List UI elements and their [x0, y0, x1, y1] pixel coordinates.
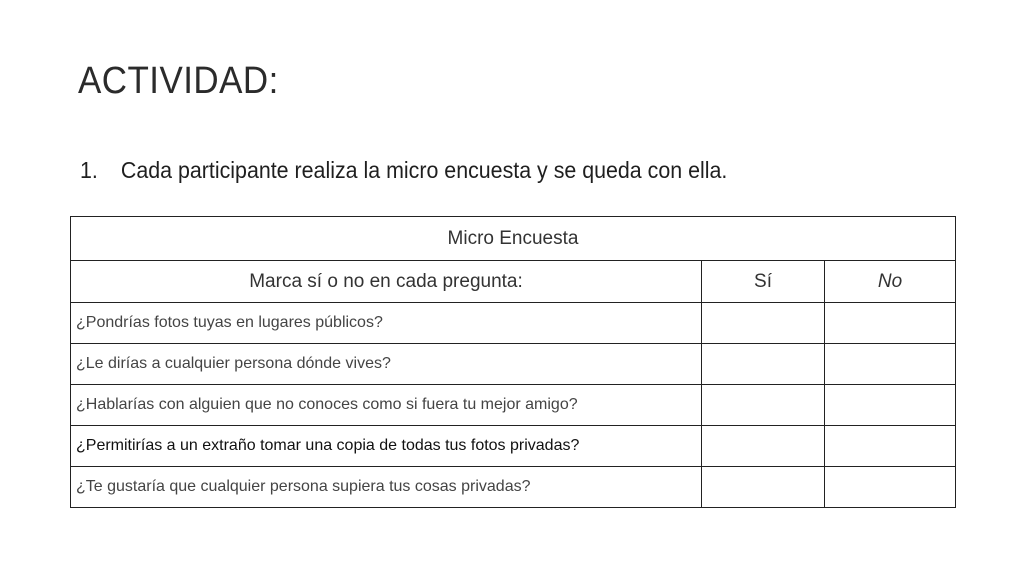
- question-text: ¿Pondrías fotos tuyas en lugares públicos?: [71, 303, 702, 344]
- survey-header-row: [71, 261, 956, 303]
- yes-answer-cell[interactable]: [702, 426, 825, 467]
- yes-column-header: Sí: [702, 261, 825, 303]
- question-text: ¿Le dirías a cualquier persona dónde vives?: [71, 344, 702, 385]
- yes-answer-cell[interactable]: [702, 344, 825, 385]
- question-text: ¿Hablarías con alguien que no conoces como si fuera tu mejor amigo?: [71, 385, 702, 426]
- survey-prompt: Marca sí o no en cada pregunta:: [71, 261, 702, 303]
- yes-answer-cell[interactable]: [702, 303, 825, 344]
- no-column-header: No: [825, 261, 956, 303]
- instruction-number: 1.: [80, 157, 98, 183]
- question-row: [71, 426, 956, 467]
- question-text: ¿Permitirías a un extraño tomar una copia de todas tus fotos privadas?: [71, 426, 702, 467]
- survey-table: [70, 216, 956, 508]
- question-row: [71, 344, 956, 385]
- slide-title: ACTIVIDAD:: [78, 60, 279, 102]
- question-text: ¿Te gustaría que cualquier persona supiera tus cosas privadas?: [71, 467, 702, 508]
- no-answer-cell[interactable]: [825, 344, 956, 385]
- no-answer-cell[interactable]: [825, 385, 956, 426]
- yes-answer-cell[interactable]: [702, 385, 825, 426]
- question-row: [71, 303, 956, 344]
- question-row: [71, 385, 956, 426]
- survey-title-row: [71, 217, 956, 261]
- instruction-item: [80, 157, 727, 184]
- question-row: [71, 467, 956, 508]
- no-answer-cell[interactable]: [825, 303, 956, 344]
- instruction-text: Cada participante realiza la micro encuesta y se queda con ella.: [120, 157, 728, 183]
- no-answer-cell[interactable]: [825, 426, 956, 467]
- yes-answer-cell[interactable]: [702, 467, 825, 508]
- survey-title: Micro Encuesta: [71, 217, 956, 261]
- no-answer-cell[interactable]: [825, 467, 956, 508]
